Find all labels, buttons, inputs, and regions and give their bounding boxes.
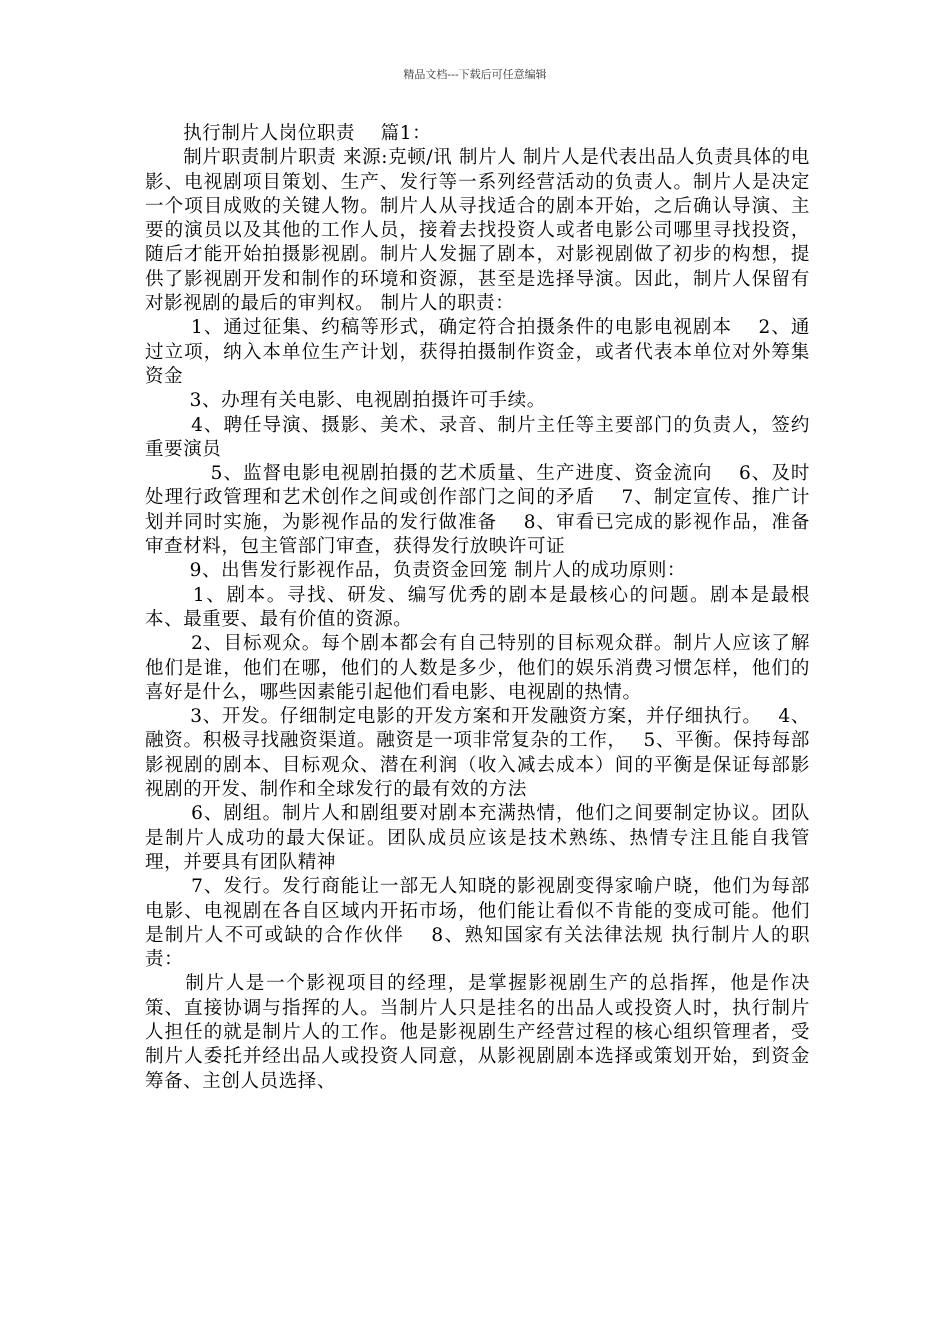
paragraph: 5、监督电影电视剧拍摄的艺术质量、生产进度、资金流向 6、及时处理行政管理和艺术创作之间或创作部门之间的矛盾 7、制定宣传、推广计划并同时实施，为影视作品的发行做准备 8、审看已完成的影视作品，准备审查材料，包主管部门审查，获得发行放映许可证	[145, 463, 810, 558]
paragraph: 7、发行。发行商能让一部无人知晓的影视剧变得家喻户晓，他们为每部电影、电视剧在各自区域内开拓市场，他们能让看似不肯能的变成可能。他们是制片人不可或缺的合作伙伴 8、熟知国家有关法律法规 执行制片人的职责：	[145, 876, 810, 971]
paragraph: 1、剧本。寻找、研发、编写优秀的剧本是最核心的问题。剧本是最根本、最重要、最有价值的资源。	[145, 584, 810, 630]
paragraph: 制片职责制片职责 来源:克顿/讯 制片人 制片人是代表出品人负责具体的电影、电视剧项目策划、生产、发行等一系列经营活动的负责人。制片人是决定一个项目成败的关键人物。制片人从寻找适合的剧本开始，之后确认导演、主要的演员以及其他的工作人员，接着去找投资人或者电影公司哪里寻找投资，随后才能开始拍摄影视剧。制片人发掘了剧本，对影视剧做了初步的构想，提供了影视剧开发和制作的环境和资源，甚至是选择导演。因此，制片人保留有对影视剧的最后的审判权。 制片人的职责：	[145, 147, 810, 315]
paragraph-title: 执行制片人岗位职责 篇1：	[145, 123, 432, 144]
paragraph: 3、开发。仔细制定电影的开发方案和开发融资方案，并仔细执行。 4、融资。积极寻找融资渠道。融资是一项非常复杂的工作， 5、平衡。保持每部影视剧的剧本、目标观众、潜在利润（收入减去成本）间的平衡是保证每部影视剧的开发、制作和全球发行的最有效的方法	[145, 706, 810, 801]
paragraph: 9、出售发行影视作品，负责资金回笼 制片人的成功原则：	[145, 560, 687, 582]
paragraph: 1、通过征集、约稿等形式，确定符合拍摄条件的电影电视剧本 2、通过立项，纳入本单位生产计划，获得拍摄制作资金，或者代表本单位对外筹集资金	[145, 317, 810, 387]
paragraph: 制片人是一个影视项目的经理，是掌握影视剧生产的总指挥，他是作决策、直接协调与指挥的人。当制片人只是挂名的出品人或投资人时，执行制片人担任的就是制片人的工作。他是影视剧生产经营过程的核心组织管理者，受制片人委托并经出品人或投资人同意，从影视剧剧本选择或策划开始，到资金筹备、主创人员选择、	[145, 973, 810, 1092]
paragraph: 4、聘任导演、摄影、美术、录音、制片主任等主要部门的负责人，签约重要演员	[145, 414, 810, 460]
paragraph: 3、办理有关电影、电视剧拍摄许可手续。	[145, 390, 546, 412]
document-body	[145, 122, 810, 1094]
paragraph: 2、目标观众。每个剧本都会有自己特别的目标观众群。制片人应该了解他们是谁，他们在哪，他们的人数是多少，他们的娱乐消费习惯怎样，他们的喜好是什么，哪些因素能引起他们看电影、电视剧的热情。	[145, 633, 810, 703]
header-note: 精品文档---下载后可任意编辑	[403, 68, 547, 81]
paragraph: 6、剧组。制片人和剧组要对剧本充满热情，他们之间要制定协议。团队是制片人成功的最大保证。团队成员应该是技术熟练、热情专注且能自我管理，并要具有团队精神	[145, 803, 810, 873]
